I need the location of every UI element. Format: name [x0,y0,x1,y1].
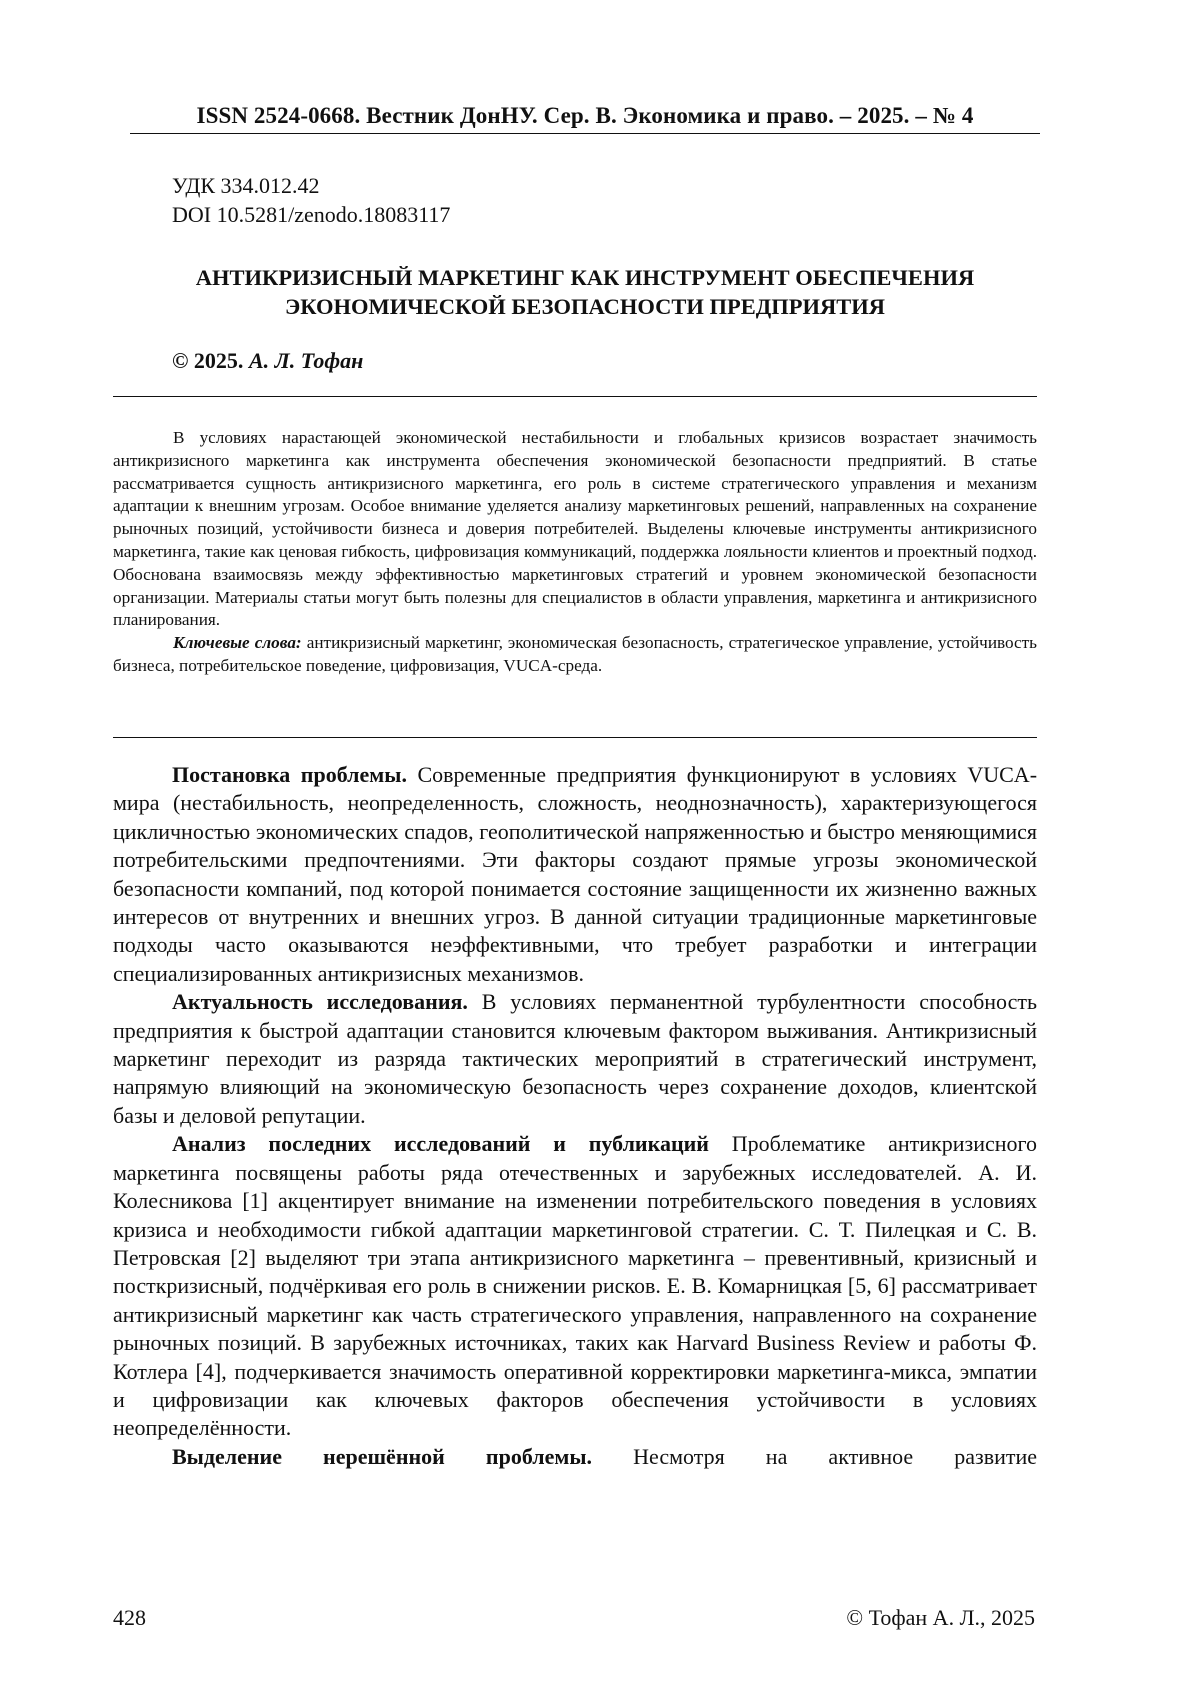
page-number: 428 [113,1605,146,1630]
section-heading: Выделение нерешённой проблемы. [172,1443,593,1469]
section-text: Несмотря на активное развитие [633,1443,1038,1469]
footer-copyright: © Тофан А. Л., 2025 [846,1605,1035,1630]
running-header: ISSN 2524-0668. Вестник ДонНУ. Сер. В. Экономика и право. – 2025. – № 4 [196,103,974,128]
byline-author: А. Л. Тофан [248,348,364,373]
section-heading: Анализ последних исследований и публикаций [172,1131,709,1157]
section-text: Проблематике антикризисного маркетинга посвящены работы ряда отечественных и зарубежных исследователей. А. И. Колесникова [1] акцентирует внимание на изменении потребительского поведения в условиях кризиса и необходимости гибкой адаптации маркетинговой стратегии. С. Т. Пилецкая и С. В. Петровская [2] выделяют три этапа антикризисного маркетинга – превентивный, кризисный и посткризисный, подчёркивая его роль в снижении рисков. Е. В. Комарницкая [5, 6] рассматривает антикризисный маркетинг как часть стратегического управления, направленного на сохранение рыночных позиций. В зарубежных источниках, таких как Harvard Business Review и работы Ф. Котлера [4], подчеркивается значимость оперативной корректировки маркетинга-микса, эмпатии и цифровизации как ключевых факторов обеспечения устойчивости в условиях неопределённости. [113,1131,1038,1441]
article-title-line: ЭКОНОМИЧЕСКОЙ БЕЗОПАСНОСТИ ПРЕДПРИЯТИЯ [285,294,885,319]
header-rule [130,133,1040,134]
abstract-text: В условиях нарастающей экономической нестабильности и глобальных кризисов возрастает значимость антикризисного маркетинга как инструмента обеспечения экономической безопасности предприятий. В статье рассматривается сущность антикризисного маркетинга, его роль в системе стратегического управления и механизм адаптации к внешним угрозам. Особое внимание уделяется анализу маркетинговых решений, направленных на сохранение рыночных позиций, устойчивости бизнеса и доверия потребителей. Выделены ключевые инструменты антикризисного маркетинга, такие как ценовая гибкость, цифровизация коммуникаций, поддержка лояльности клиентов и проектный подход. Обоснована взаимосвязь между эффективностью маркетинговых стратегий и уровнем экономической безопасности организации. Материалы статьи могут быть полезны для специалистов в области управления, маркетинга и антикризисного планирования. [113,428,1037,630]
section-text: В условиях перманентной турбулентности способность предприятия к быстрой адаптации становится ключевым фактором выживания. Антикризисный маркетинг переходит из разряда тактических мероприятий в стратегический инструмент, напрямую влияющий на экономическую безопасность через сохранение доходов, клиентской базы и деловой репутации. [113,989,1038,1128]
abstract-top-rule [113,396,1037,397]
article-title [130,263,1040,321]
keywords-text: антикризисный маркетинг, экономическая безопасность, стратегическое управление, устойчивость бизнеса, потребительское поведение, цифровизация, VUCA-среда. [113,633,1038,675]
section-paragraph [113,1130,1037,1442]
section-paragraph [113,1443,1037,1471]
byline [172,348,363,374]
section-heading: Постановка проблемы. [172,762,407,787]
section-text: Современные предприятия функционируют в условиях VUCA-мира (нестабильность, неопределенность, сложность, неоднозначность), характеризующегося цикличностью экономических спадов, геополитической напряженностью и быстро меняющимися потребительскими предпочтениями. Эти факторы создают прямые угрозы экономической безопасности компаний, под которой понимается состояние защищенности их жизненно важных интересов от внутренних и внешних угроз. В данной ситуации традиционные маркетинговые подходы часто оказываются неэффективными, что требует разработки и интеграции специализированных антикризисных механизмов. [113,762,1038,986]
article-body [113,761,1037,1471]
section-paragraph [113,761,1037,988]
keywords-label: Ключевые слова: [173,633,302,653]
abstract-bottom-rule [113,737,1037,738]
abstract-block [113,427,1037,678]
keywords-paragraph [113,632,1037,678]
udk-code: УДК 334.012.42 [172,173,320,198]
section-heading: Актуальность исследования. [172,989,468,1015]
doi-identifier: DOI 10.5281/zenodo.18083117 [172,202,451,227]
byline-year: © 2025. [172,348,244,373]
article-title-line: АНТИКРИЗИСНЫЙ МАРКЕТИНГ КАК ИНСТРУМЕНТ ОБЕСПЕЧЕНИЯ [195,265,975,290]
section-paragraph [113,988,1037,1130]
